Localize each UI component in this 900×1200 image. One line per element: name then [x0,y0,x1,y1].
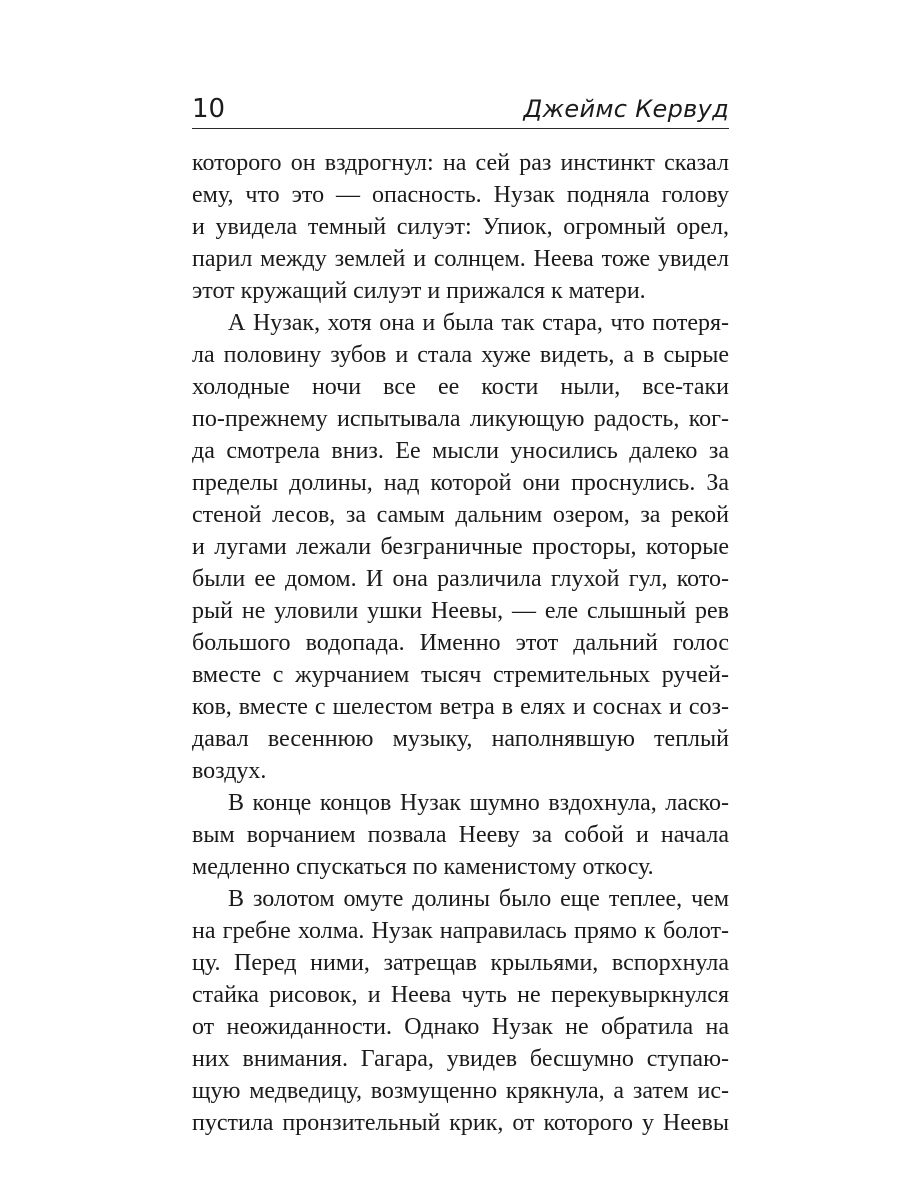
text-line: стайка рисовок, и Неева чуть не перекувыркнулся [192,982,729,1008]
paragraph [192,147,729,307]
text-line: ему, что это — опасность. Нузак подняла голову [192,182,729,208]
text-line: парил между землей и солнцем. Неева тоже увидел [192,246,729,272]
text-line: пустила пронзительный крик, от которого у Неевы [192,1110,729,1136]
body-text [192,147,729,1139]
text-line: них внимания. Гагара, увидев бесшумно ступаю- [192,1046,729,1072]
running-header [192,92,729,129]
text-line: и увидела темный силуэт: Упиок, огромный орел, [192,214,729,240]
text-line: рый не уловили ушки Неевы, — еле слышный рев [192,598,729,624]
text-line: цу. Перед ними, затрещав крыльями, вспорхнула [192,950,729,976]
text-line: медленно спускаться по каменистому откосу. [192,854,654,880]
text-line: холодные ночи все ее кости ныли, все-таки [192,374,729,400]
text-line: В золотом омуте долины было еще теплее, чем [228,886,729,912]
text-line: стеной лесов, за самым дальним озером, за рекой [192,502,729,528]
page-number: 10 [192,94,226,124]
paragraph [192,883,729,1139]
text-line: щую медведицу, возмущенно крякнула, а затем ис- [192,1078,729,1104]
text-line: давал весеннюю музыку, наполнявшую теплый [192,726,729,752]
paragraph [192,307,729,787]
text-line: от неожиданности. Однако Нузак не обратила на [192,1014,729,1040]
text-line: были ее домом. И она различила глухой гул, кото- [192,566,729,592]
text-line: да смотрела вниз. Ее мысли уносились далеко за [192,438,729,464]
text-line: В конце концов Нузак шумно вздохнула, ласко- [228,790,729,816]
text-line: ков, вместе с шелестом ветра в елях и соснах и соз- [192,694,729,720]
text-line: вместе с журчанием тысяч стремительных ручей- [192,662,729,688]
text-line: большого водопада. Именно этот дальний голос [192,630,729,656]
text-line: этот кружащий силуэт и прижался к матери. [192,278,646,304]
text-line: по-прежнему испытывала ликующую радость, ког- [192,406,729,432]
text-line: ла половину зубов и стала хуже видеть, а в сырые [192,342,729,368]
running-head-author: Джеймс Кервуд [523,95,729,123]
text-line: вым ворчанием позвала Нееву за собой и начала [192,822,729,848]
text-line: пределы долины, над которой они проснулись. За [192,470,729,496]
text-line: на гребне холма. Нузак направилась прямо к болот- [192,918,729,944]
text-line: воздух. [192,758,267,784]
text-line: и лугами лежали безграничные просторы, которые [192,534,729,560]
paragraph [192,787,729,883]
text-line: А Нузак, хотя она и была так стара, что потеря- [228,310,729,336]
text-line: которого он вздрогнул: на сей раз инстинкт сказал [192,150,729,176]
